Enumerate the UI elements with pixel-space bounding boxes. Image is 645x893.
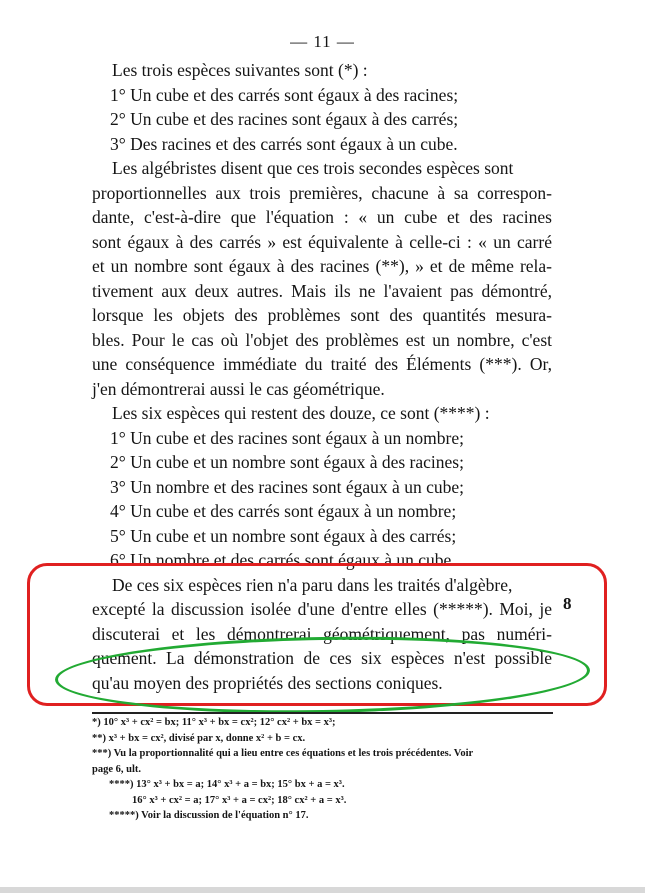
text-line: De ces six espèces rien n'a paru dans les traités d'algèbre, [112, 574, 513, 595]
text-line: tivement aux deux autres. Mais ils ne l'avaient pas démontré, [92, 280, 552, 301]
list-item: 2° Un cube et un nombre sont égaux à des racines; [110, 452, 464, 472]
list-item: 3° Des racines et des carrés sont égaux à un cube. [110, 133, 458, 154]
text-line: quement. La démonstration de ces six espèces n'est possible [92, 648, 552, 668]
text-line: une conséquence immédiate du traité des Éléments (***). Or, [92, 354, 552, 374]
text-line: sont égaux à des carrés » est équivalente à celle-ci : « un carré [92, 231, 552, 252]
footnote: ****) 13° x³ + bx = a; 14° x³ + a = bx; 15° bx + a = x³. [109, 779, 345, 790]
text-line: discuterai et les démontrerai géométriquement, pas numéri- [92, 623, 552, 644]
footnote: 16° x³ + cx² = a; 17° x³ + a = cx²; 18° cx² + a = x³. [132, 794, 347, 806]
text-line: Les six espèces qui restent des douze, ce sont (****) : [112, 403, 490, 423]
margin-note: 8 [563, 594, 572, 613]
footnote: *) 10° x³ + cx² = bx; 11° x³ + bx = cx²; 12° cx² + bx = x³; [92, 717, 336, 728]
footnote: ***) Vu la proportionnalité qui a lieu entre ces équations et les trois précédentes. Voir [92, 748, 474, 759]
text-line: et un nombre sont égaux à des racines (**), » et de même rela- [92, 256, 552, 276]
scan-edge [0, 887, 645, 893]
footnote: *****) Voir la discussion de l'équation n° 17. [109, 810, 309, 821]
list-item: 6° Un nombre et des carrés sont égaux à un cube. [110, 550, 456, 570]
list-item: 4° Un cube et des carrés sont égaux à un nombre; [110, 501, 457, 521]
text-line: Les trois espèces suivantes sont (*) : [112, 60, 368, 80]
list-item: 1° Un cube et des racines sont égaux à un nombre; [110, 427, 464, 448]
list-item: 2° Un cube et des racines sont égaux à des carrés; [110, 109, 459, 129]
page-number: — 11 — [290, 32, 355, 51]
text-line: bles. Pour le cas où l'objet des problèmes est un nombre, c'est [92, 329, 552, 350]
text-line: proportionnelles aux trois premières, chacune à sa correspon- [92, 182, 552, 203]
list-item: 1° Un cube et des carrés sont égaux à des racines; [110, 84, 459, 105]
list-item: 5° Un cube et un nombre sont égaux à des carrés; [110, 525, 457, 546]
text-line: lorsque les objets des problèmes sont des quantités mesura- [92, 305, 552, 325]
footnotes [92, 715, 562, 824]
text-line: excepté la discussion isolée d'une d'entre elles (*****). Moi, je [92, 599, 552, 619]
footnote: **) x³ + bx = cx², divisé par x, donne x² + b = cx. [92, 732, 306, 744]
list-item: 3° Un nombre et des racines sont égaux à un cube; [110, 476, 464, 497]
footnote-divider [92, 712, 553, 714]
text-line: qu'au moyen des propriétés des sections coniques. [92, 672, 443, 693]
text-line: Les algébristes disent que ces trois secondes espèces sont [112, 158, 514, 178]
text-line: j'en démontrerai aussi le cas géométrique. [92, 378, 385, 399]
footnote: page 6, ult. [92, 763, 142, 775]
text-line: dante, c'est-à-dire que l'équation : « un cube et des racines [92, 207, 552, 227]
